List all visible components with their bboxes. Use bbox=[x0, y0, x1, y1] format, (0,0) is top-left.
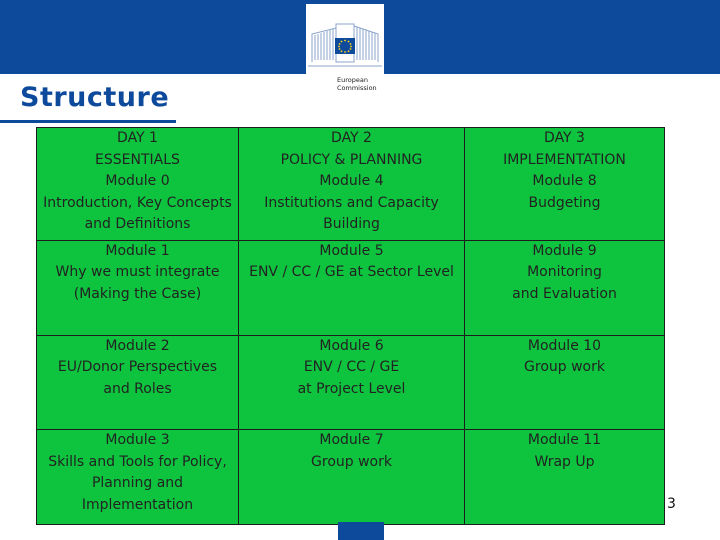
european-commission-logo bbox=[306, 4, 384, 100]
module-description: and Definitions bbox=[84, 216, 191, 232]
module-title: Module 10 bbox=[527, 337, 602, 354]
day1-cell bbox=[37, 128, 239, 241]
table-row bbox=[37, 430, 665, 525]
module-title: Module 2 bbox=[105, 337, 170, 354]
module-title: Module 9 bbox=[532, 242, 597, 259]
berlaymont-building-icon bbox=[306, 4, 384, 76]
day2-cell bbox=[239, 128, 465, 241]
page-number: 3 bbox=[667, 496, 676, 512]
module-title: Module 1 bbox=[105, 242, 170, 259]
logo-wordmark bbox=[337, 77, 383, 92]
module-cell bbox=[465, 335, 665, 430]
module-cell bbox=[37, 335, 239, 430]
module-description: and Roles bbox=[103, 380, 172, 397]
module-description: Why we must integrate bbox=[55, 264, 220, 281]
module-description: at Project Level bbox=[297, 380, 406, 397]
module-description: Skills and Tools for Policy, bbox=[48, 453, 227, 470]
logo-text-european: European bbox=[337, 76, 368, 84]
course-structure-table bbox=[36, 127, 665, 525]
module-cell bbox=[37, 240, 239, 335]
title-underline bbox=[0, 120, 176, 123]
day-label: DAY 3 bbox=[544, 130, 585, 146]
footer-tab bbox=[338, 522, 384, 540]
module-description: Group work bbox=[311, 453, 392, 470]
module-title: Module 11 bbox=[527, 432, 602, 449]
module-description: (Making the Case) bbox=[73, 285, 202, 302]
module-description: and Evaluation bbox=[512, 285, 617, 302]
day-theme: POLICY & PLANNING bbox=[280, 151, 423, 168]
module-title: Module 5 bbox=[319, 242, 384, 259]
module-title: Module 3 bbox=[105, 432, 170, 449]
module-description: Monitoring bbox=[527, 264, 602, 281]
module-cell bbox=[239, 430, 465, 525]
day3-cell bbox=[465, 128, 665, 241]
table-row bbox=[37, 128, 665, 241]
module-title: Module 0 bbox=[105, 173, 170, 189]
table-row bbox=[37, 335, 665, 430]
module-description: Building bbox=[323, 216, 380, 232]
module-description: Implementation bbox=[81, 496, 194, 513]
module-cell bbox=[239, 335, 465, 430]
module-description: ENV / CC / GE bbox=[303, 359, 400, 376]
module-description: Group work bbox=[524, 359, 605, 376]
logo-text-commission: Commission bbox=[337, 83, 377, 92]
module-title: Module 7 bbox=[319, 432, 384, 449]
table-row bbox=[37, 240, 665, 335]
day-label: DAY 1 bbox=[117, 130, 158, 146]
module-description: EU/Donor Perspectives bbox=[57, 359, 218, 376]
slide-title: Structure bbox=[20, 82, 170, 113]
module-description: ENV / CC / GE at Sector Level bbox=[249, 264, 454, 281]
module-description: Institutions and Capacity bbox=[264, 194, 439, 211]
day-label: DAY 2 bbox=[331, 130, 372, 146]
module-description: Budgeting bbox=[528, 194, 601, 211]
day-theme: ESSENTIALS bbox=[95, 151, 180, 168]
module-title: Module 8 bbox=[532, 173, 597, 189]
module-description: Planning and bbox=[91, 475, 184, 492]
module-cell bbox=[37, 430, 239, 525]
module-cell bbox=[465, 240, 665, 335]
module-description: Wrap Up bbox=[534, 453, 595, 470]
module-cell bbox=[239, 240, 465, 335]
module-title: Module 4 bbox=[319, 173, 384, 189]
day-theme: IMPLEMENTATION bbox=[503, 151, 626, 168]
module-cell bbox=[465, 430, 665, 525]
module-description: Introduction, Key Concepts bbox=[43, 194, 232, 211]
module-title: Module 6 bbox=[319, 337, 384, 354]
